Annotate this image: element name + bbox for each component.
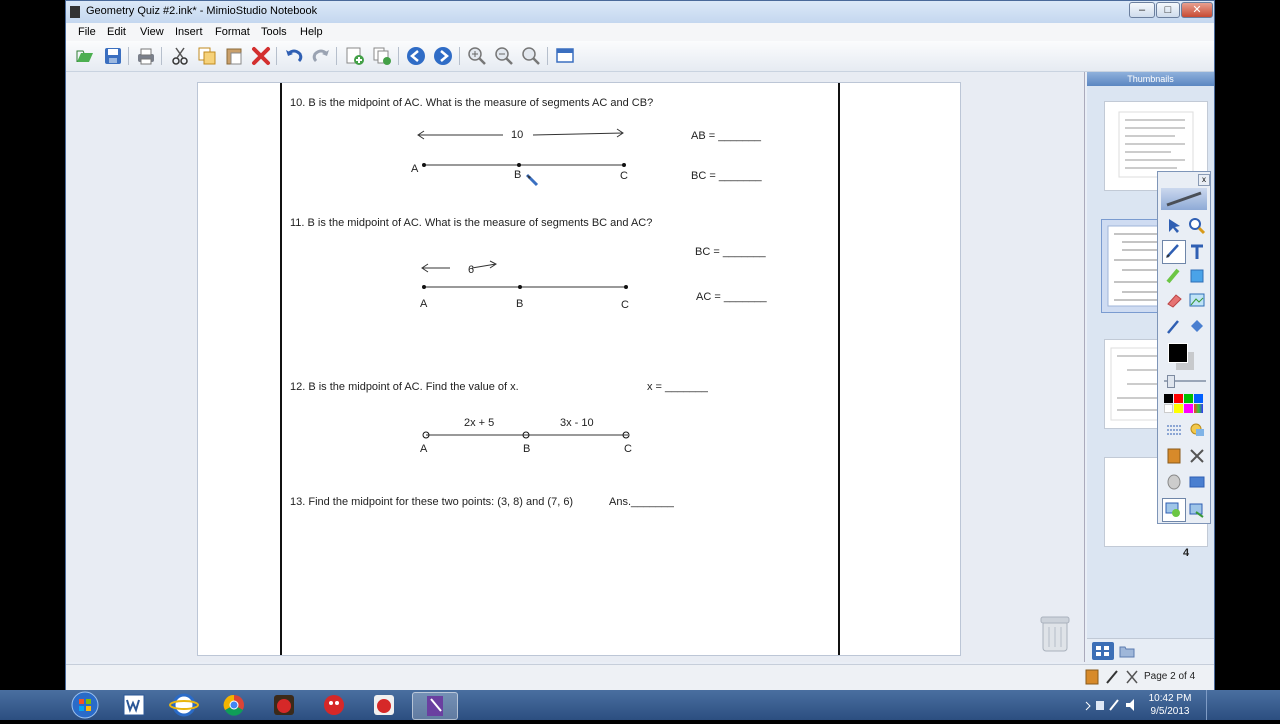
angry-birds-icon [312,692,356,718]
zoom-out-icon[interactable] [494,46,514,66]
add-page-icon[interactable] [345,46,365,66]
image-tool-icon[interactable] [1187,290,1207,310]
system-tray-icons[interactable] [1084,698,1140,712]
app-icon [70,6,80,18]
window-title: Geometry Quiz #2.ink* - MimioStudio Notebook [86,5,318,17]
pen-tool-button[interactable] [1162,240,1186,264]
highlighter-tool-icon[interactable] [1164,266,1184,286]
panel-tab-bar [1087,638,1214,663]
gallery-tab-icon[interactable] [1119,644,1135,658]
q12-point-b: B [523,443,531,455]
status-pen-icon[interactable] [1105,669,1119,685]
taskbar-word[interactable] [112,692,156,718]
q10-measure: 10 [511,129,524,141]
browser-icon [162,692,206,718]
record-icon[interactable] [1164,446,1184,466]
clock-time: 10:42 PM [1148,693,1192,704]
more-colors-icon[interactable] [1194,404,1203,413]
spotlight-icon[interactable] [1187,472,1207,492]
previous-page-icon[interactable] [406,46,426,66]
zoom-in-icon[interactable] [467,46,487,66]
taskbar-chrome[interactable] [212,692,256,718]
interactive-mode-icon [1163,499,1183,519]
color-blue[interactable] [1194,394,1203,403]
taskbar-game-3[interactable] [362,692,406,718]
color-red[interactable] [1174,394,1183,403]
thumbnails-header: Thumbnails [1087,72,1214,86]
menu-view[interactable]: View [140,26,164,38]
menu-insert[interactable]: Insert [175,26,203,38]
color-magenta[interactable] [1184,404,1193,413]
thumbnails-tab-icon[interactable] [1091,641,1115,661]
question-13-text: 13. Find the midpoint for these two points: (3, 8) and (7, 6) [290,496,574,508]
question-12-text: 12. B is the midpoint of AC. Find the value of x. [290,381,519,393]
copy-icon[interactable] [197,46,217,66]
color-palette [1164,394,1206,414]
print-icon[interactable] [136,46,156,66]
color-yellow[interactable] [1174,404,1183,413]
menu-edit[interactable]: Edit [107,26,126,38]
q10-point-c: C [620,170,628,182]
status-tools-icon[interactable] [1125,669,1139,685]
mimio-notebook-icon [413,693,457,719]
shape-tool-icon[interactable] [1187,266,1207,286]
title-bar [66,1,1214,23]
show-desktop-button[interactable] [1206,690,1217,720]
word-icon [112,692,156,718]
page-indicator: Page 2 of 4 [1144,671,1196,682]
q11-point-c: C [621,299,629,311]
menu-bar [66,23,1214,41]
taskbar-game-1[interactable] [262,692,306,718]
menu-help[interactable]: Help [300,26,323,38]
menu-tools[interactable]: Tools [261,26,287,38]
right-margin-line [838,83,840,655]
start-button-icon[interactable] [68,690,102,720]
palette-close-button[interactable]: x [1198,174,1210,186]
app-window [65,0,1215,690]
color-black[interactable] [1164,394,1173,403]
screen-icon[interactable] [555,46,575,66]
zoom-fit-icon[interactable] [521,46,541,66]
left-margin-line [280,83,282,655]
q12-diagram [420,428,635,442]
q11-answer-ac: AC = _______ [696,291,767,303]
capture-icon[interactable] [1187,500,1207,520]
line-style-icon[interactable] [1164,420,1184,440]
delete-icon[interactable] [251,46,271,66]
q12-answer-x: x = _______ [647,381,708,393]
interactive-mode-button[interactable] [1162,498,1186,522]
q12-point-c: C [624,443,632,455]
zoom-tool-icon[interactable] [1187,216,1207,236]
clock-date: 9/5/2013 [1150,706,1190,717]
maximize-button[interactable]: □ [1156,2,1180,18]
line-color-swatch[interactable] [1168,343,1188,363]
q10-answer-bc: BC = _______ [691,170,762,182]
pen-cursor-icon [525,173,539,187]
q12-right-expression: 3x - 10 [560,417,594,429]
toolbar [66,41,1214,72]
text-tool-icon[interactable] [1187,242,1207,262]
q13-answer: Ans._______ [609,496,674,508]
tools-icon[interactable] [1187,446,1207,466]
shape-fill-icon[interactable] [1187,420,1207,440]
q11-measure: 6 [468,264,475,276]
trash-icon[interactable] [1038,615,1072,653]
menu-format[interactable]: Format [215,26,250,38]
status-record-icon[interactable] [1085,669,1099,685]
redo-icon[interactable] [311,46,331,66]
next-page-icon[interactable] [433,46,453,66]
q11-point-b: B [516,298,524,310]
question-11-text: 11. B is the midpoint of AC. What is the measure of segments BC and AC? [290,217,653,229]
palette-pen-preview [1161,188,1207,210]
taskbar-game-2[interactable] [312,692,356,718]
q11-diagram [410,258,635,298]
undo-icon[interactable] [284,46,304,66]
taskbar-ie[interactable] [162,692,206,718]
color-green[interactable] [1184,394,1193,403]
paste-icon[interactable] [224,46,244,66]
angry-birds-seasons-icon [362,692,406,718]
angry-birds-space-icon [262,692,306,718]
status-bar [66,664,1214,690]
color-white[interactable] [1164,404,1173,413]
tools-palette [1157,171,1211,524]
minimize-button[interactable]: – [1129,2,1155,18]
q12-point-a: A [420,443,428,455]
reveal-icon[interactable] [1164,472,1184,492]
duplicate-page-icon[interactable] [372,46,392,66]
q11-answer-bc: BC = _______ [695,246,766,258]
q11-point-a: A [420,298,428,310]
chrome-icon [212,692,256,718]
save-icon[interactable] [103,46,123,66]
q10-point-b: B [514,169,522,181]
menu-file[interactable]: File [78,26,96,38]
cut-icon[interactable] [170,46,190,66]
thickness-slider-thumb[interactable] [1167,375,1175,388]
thumbnail-number: 4 [1183,547,1190,559]
notebook-canvas[interactable] [66,72,1085,662]
taskbar [0,690,1280,720]
taskbar-mimio[interactable] [412,692,458,720]
q12-left-expression: 2x + 5 [464,417,495,429]
dropper-tool-icon[interactable] [1164,316,1184,336]
open-icon[interactable] [75,46,95,66]
eraser-tool-icon[interactable] [1164,290,1184,310]
close-button[interactable]: ✕ [1181,2,1213,18]
question-10-text: 10. B is the midpoint of AC. What is the measure of segments AC and CB? [290,97,654,109]
fill-tool-icon[interactable] [1187,316,1207,336]
select-tool-icon[interactable] [1164,216,1184,236]
pen-tool-icon [1163,241,1183,261]
notebook-page[interactable] [197,82,961,656]
q10-answer-ab: AB = _______ [691,130,762,142]
q10-point-a: A [411,163,419,175]
